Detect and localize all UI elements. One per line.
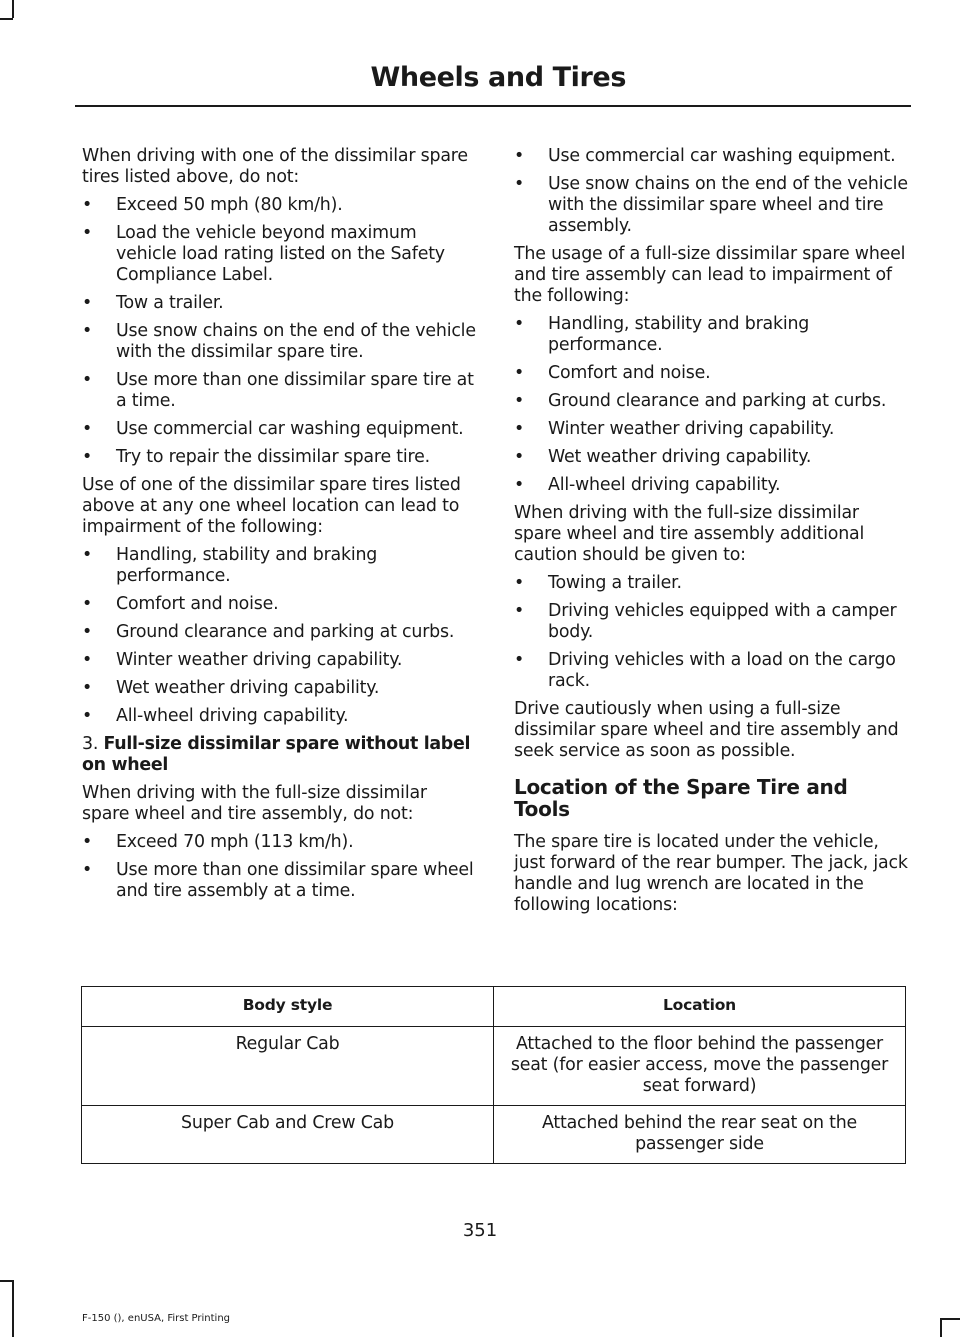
column-header-body-style: Body style xyxy=(82,987,494,1027)
table-header-row xyxy=(82,987,906,1027)
list-item: • Ground clearance and parking at curbs. xyxy=(514,391,908,412)
caution-list xyxy=(514,573,908,692)
list-item: • All-wheel driving capability. xyxy=(82,706,476,727)
list-item: • Try to repair the dissimilar spare tire. xyxy=(82,447,476,468)
spare-tire-location-table xyxy=(81,986,906,1164)
paragraph: Drive cautiously when using a full-size dissimilar spare wheel and tire assembly and seek service as soon as possible. xyxy=(514,699,899,761)
table-cell: Attached to the floor behind the passenger seat (for easier access, move the passenger seat forward) xyxy=(494,1027,906,1106)
list-item: • Use more than one dissimilar spare wheel and tire assembly at a time. xyxy=(82,860,476,902)
item-number: 3. xyxy=(82,734,99,754)
table-cell: Super Cab and Crew Cab xyxy=(82,1106,494,1164)
fullsize-do-not-list xyxy=(82,832,476,902)
list-item: • Use snow chains on the end of the vehicle with the dissimilar spare wheel and tire assembly. xyxy=(514,174,908,237)
page-number: 351 xyxy=(462,1220,498,1241)
list-item: • Handling, stability and braking performance. xyxy=(514,314,908,356)
crop-mark xyxy=(12,0,14,18)
table-row xyxy=(82,1027,906,1106)
crop-mark xyxy=(940,1318,960,1320)
list-item: • Comfort and noise. xyxy=(514,363,908,384)
list-item: • Use commercial car washing equipment. xyxy=(82,419,476,440)
list-item: • Ground clearance and parking at curbs. xyxy=(82,622,476,643)
page-title: Wheels and Tires xyxy=(370,62,626,93)
list-item: • Driving vehicles equipped with a camper body. xyxy=(514,601,908,643)
list-item: • Comfort and noise. xyxy=(82,594,476,615)
left-column xyxy=(82,146,476,909)
paragraph: When driving with the full-size dissimilar spare wheel and tire assembly additional caution should be given to: xyxy=(514,503,865,565)
table-cell: Attached behind the rear seat on the passenger side xyxy=(494,1106,906,1164)
right-column xyxy=(514,146,908,923)
numbered-item-heading xyxy=(82,734,476,776)
section-heading: Location of the Spare Tire and Tools xyxy=(514,775,848,821)
paragraph: The usage of a full-size dissimilar spare wheel and tire assembly can lead to impairment of the following: xyxy=(514,244,906,306)
header-divider xyxy=(75,105,911,107)
list-item: • Use commercial car washing equipment. xyxy=(514,146,908,167)
list-item: • Winter weather driving capability. xyxy=(82,650,476,671)
table-row xyxy=(82,1106,906,1164)
list-item: • Driving vehicles with a load on the cargo rack. xyxy=(514,650,908,692)
paragraph: When driving with one of the dissimilar spare tires listed above, do not: xyxy=(82,146,468,187)
item-title: Full-size dissimilar spare without label on wheel xyxy=(82,734,471,775)
list-item: • Use snow chains on the end of the vehicle with the dissimilar spare tire. xyxy=(82,321,476,363)
paragraph: When driving with the full-size dissimilar spare wheel and tire assembly, do not: xyxy=(82,783,427,824)
list-item: • Exceed 70 mph (113 km/h). xyxy=(82,832,476,853)
crop-mark xyxy=(0,1280,13,1282)
print-info: F-150 (), enUSA, First Printing xyxy=(82,1313,231,1324)
fullsize-do-not-list-continued xyxy=(514,146,908,237)
list-item: • Use more than one dissimilar spare tire at a time. xyxy=(82,370,476,412)
crop-mark xyxy=(0,18,13,20)
do-not-list xyxy=(82,195,476,468)
list-item: • All-wheel driving capability. xyxy=(514,475,908,496)
paragraph: The spare tire is located under the vehicle, just forward of the rear bumper. The jack, jack handle and lug wrench are located in the following locations: xyxy=(514,832,908,915)
list-item: • Handling, stability and braking performance. xyxy=(82,545,476,587)
list-item: • Tow a trailer. xyxy=(82,293,476,314)
paragraph: Use of one of the dissimilar spare tires listed above at any one wheel location can lead to impairment of the following: xyxy=(82,475,461,537)
list-item: • Exceed 50 mph (80 km/h). xyxy=(82,195,476,216)
list-item: • Winter weather driving capability. xyxy=(514,419,908,440)
list-item: • Wet weather driving capability. xyxy=(514,447,908,468)
table-cell: Regular Cab xyxy=(82,1027,494,1106)
usage-impairment-list xyxy=(514,314,908,496)
impairment-list xyxy=(82,545,476,727)
crop-mark xyxy=(12,1280,14,1337)
list-item: • Load the vehicle beyond maximum vehicle load rating listed on the Safety Compliance Label. xyxy=(82,223,476,286)
crop-mark xyxy=(940,1318,942,1337)
list-item: • Towing a trailer. xyxy=(514,573,908,594)
column-header-location: Location xyxy=(494,987,906,1027)
list-item: • Wet weather driving capability. xyxy=(82,678,476,699)
